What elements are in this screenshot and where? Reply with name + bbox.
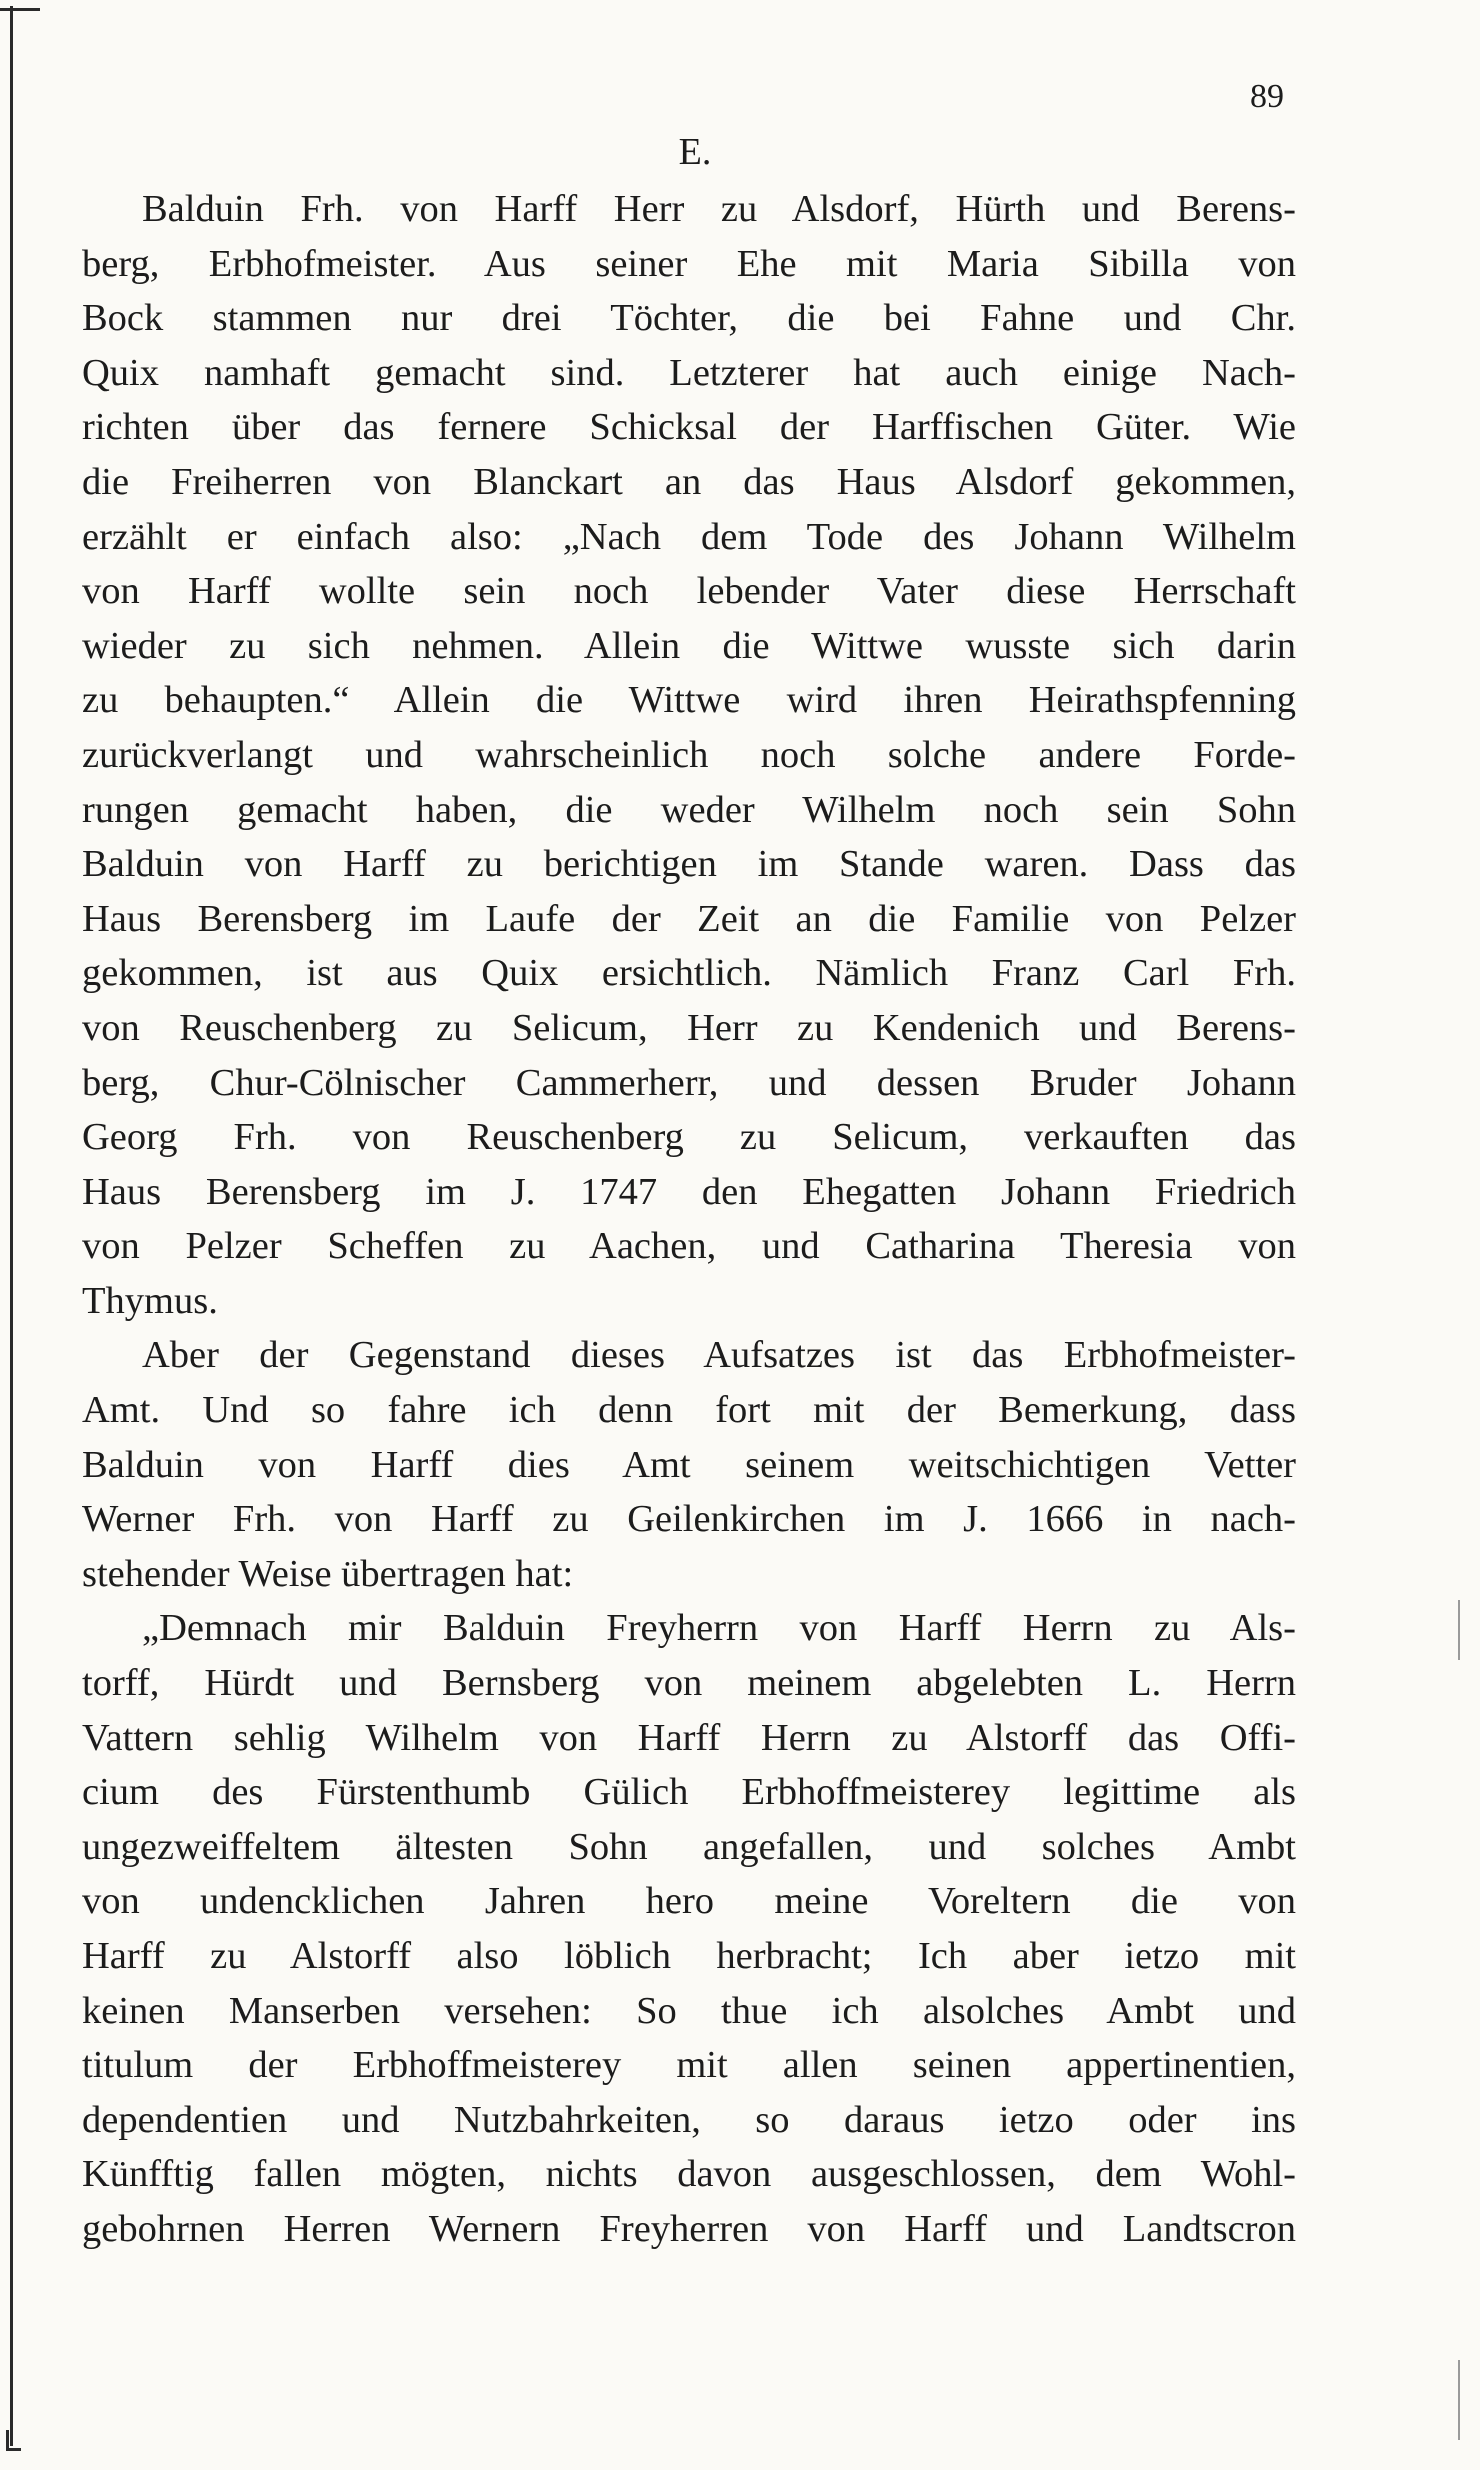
text-line: titulum der Erbhoffmeisterey mit allen seinen appertinentien, xyxy=(82,2044,1296,2087)
text-line: Balduin von Harff zu berichtigen im Stande waren. Dass das xyxy=(82,843,1296,886)
text-line: berg, Erbhofmeister. Aus seiner Ehe mit Maria Sibilla von xyxy=(82,242,1296,285)
text-line: zu behaupten.“ Allein die Wittwe wird ihren Heirathspfenning xyxy=(82,679,1296,722)
text-line: keinen Manserben versehen: So thue ich alsolches Ambt und xyxy=(82,1989,1296,2032)
text-line: rungen gemacht haben, die weder Wilhelm noch sein Sohn xyxy=(82,788,1296,831)
text-line: wieder zu sich nehmen. Allein die Wittwe wusste sich darin xyxy=(82,624,1296,667)
text-line: ungezweiffeltem ältesten Sohn angefallen, und solches Ambt xyxy=(82,1825,1296,1868)
text-line: erzählt er einfach also: „Nach dem Tode des Johann Wilhelm xyxy=(82,515,1296,558)
body-text xyxy=(82,182,1296,2257)
text-line: Amt. Und so fahre ich denn fort mit der Bemerkung, dass xyxy=(82,1389,1296,1432)
text-line: cium des Fürstenthumb Gülich Erbhoffmeisterey legittime als xyxy=(82,1771,1296,1814)
text-line: Quix namhaft gemacht sind. Letzterer hat auch einige Nach- xyxy=(82,351,1296,394)
text-line: zurückverlangt und wahrscheinlich noch solche andere Forde- xyxy=(82,733,1296,776)
binding-edge-line xyxy=(10,6,13,2446)
text-line: von undencklichen Jahren hero meine Voreltern die von xyxy=(82,1880,1296,1923)
binding-edge-tick xyxy=(0,8,40,11)
text-line: richten über das fernere Schicksal der Harffischen Güter. Wie xyxy=(82,406,1296,449)
text-line: Werner Frh. von Harff zu Geilenkirchen im J. 1666 in nach- xyxy=(82,1498,1296,1541)
text-line: berg, Chur-Cölnischer Cammerherr, und dessen Bruder Johann xyxy=(82,1061,1296,1104)
text-line: die Freiherren von Blanckart an das Haus Alsdorf gekommen, xyxy=(82,460,1296,503)
right-edge-mark xyxy=(1458,2360,1460,2440)
text-line: Vattern sehlig Wilhelm von Harff Herrn zu Alstorff das Offi- xyxy=(82,1716,1296,1759)
text-line: Bock stammen nur drei Töchter, die bei Fahne und Chr. xyxy=(82,297,1296,340)
text-line: Thymus. xyxy=(82,1279,218,1322)
text-line: Haus Berensberg im J. 1747 den Ehegatten Johann Friedrich xyxy=(82,1170,1296,1213)
text-line: Aber der Gegenstand dieses Aufsatzes ist das Erbhofmeister- xyxy=(142,1334,1296,1377)
page-number: 89 xyxy=(1250,78,1284,115)
section-heading: E. xyxy=(678,131,712,173)
text-line: Balduin Frh. von Harff Herr zu Alsdorf, Hürth und Berens- xyxy=(142,188,1296,230)
text-line: gebohrnen Herren Wernern Freyherren von Harff und Landtscron xyxy=(82,2207,1296,2250)
text-line: von Reuschenberg zu Selicum, Herr zu Kendenich und Berens- xyxy=(82,1006,1296,1049)
right-edge-mark xyxy=(1458,1600,1460,1660)
text-line: stehender Weise übertragen hat: xyxy=(82,1552,574,1595)
text-line: von Pelzer Scheffen zu Aachen, und Catharina Theresia von xyxy=(82,1225,1296,1268)
text-line: von Harff wollte sein noch lebender Vater diese Herrschaft xyxy=(82,570,1296,613)
text-line: Harff zu Alstorff also löblich herbracht; Ich aber ietzo mit xyxy=(82,1935,1296,1977)
text-line: gekommen, ist aus Quix ersichtlich. Nämlich Franz Carl Frh. xyxy=(82,952,1296,995)
text-line: torff, Hürdt und Bernsberg von meinem abgelebten L. Herrn xyxy=(82,1662,1296,1705)
text-line: „Demnach mir Balduin Freyherrn von Harff Herrn zu Als- xyxy=(142,1607,1296,1650)
text-line: Haus Berensberg im Laufe der Zeit an die Familie von Pelzer xyxy=(82,897,1296,940)
text-line: Künfftig fallen mögten, nichts davon ausgeschlossen, dem Wohl- xyxy=(82,2153,1296,2196)
text-line: Balduin von Harff dies Amt seinem weitschichtigen Vetter xyxy=(82,1443,1296,1486)
binding-edge-foot xyxy=(6,2430,21,2451)
text-line: dependentien und Nutzbahrkeiten, so daraus ietzo oder ins xyxy=(82,2098,1296,2141)
text-line: Georg Frh. von Reuschenberg zu Selicum, verkauften das xyxy=(82,1116,1296,1159)
